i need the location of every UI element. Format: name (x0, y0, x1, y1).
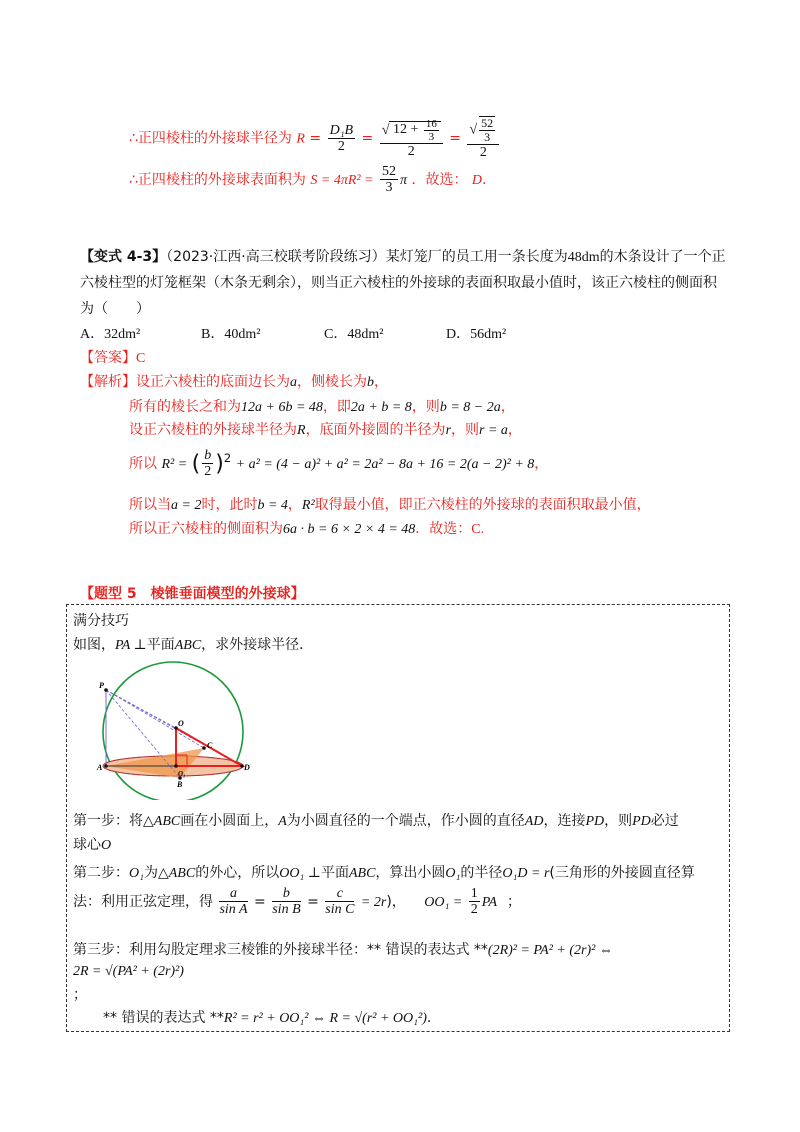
radius-frac-2: √ 12 + $\frac{16}{3}$ 2 (380, 118, 443, 160)
variant-line-2: 六棱柱型的灯笼框架（木条无剩余），则当正六棱柱的外接球的表面积取最小值时，该正六棱柱的侧面积 (80, 275, 717, 291)
analysis-line-1: 【解析】设正六棱柱的底面边长为a，侧棱长为b， (80, 374, 388, 390)
radius-frac-3: √ $\frac{52}{3}$ 2 (467, 116, 499, 161)
variant-line-3: 为（ ） (80, 301, 150, 317)
option-a: A．32dm² (80, 327, 141, 342)
skill-intro: 如图，PA ⊥平面ABC，求外接球半径． (73, 637, 314, 653)
surface-frac: $\frac{52}{3}$ (382, 164, 396, 196)
radius-formula-line: ∴正四棱柱的外接球半径为 R = $\frac{\text{D₁B}}{2}$ = √ 12 + $\frac{16}{3}$ 2 = √ $\frac{52}{3}$ 2 (129, 116, 501, 161)
step1-line-1: 第一步：将△ABC画在小圆面上，A为小圆直径的一个端点，作小圆的直径AD，连接PD，则PD必过 (73, 813, 679, 829)
radius-var: R (296, 131, 305, 147)
step2-line-1: 第二步：O₁为△ABC的外心，所以OO₁ ⊥平面ABC，算出小圆O₁的半径O₁D = r(三角形的外接圆直径算 (73, 865, 695, 881)
step3-line-2: 2R = √(PA² + (2r)²) (73, 964, 184, 979)
variant-line-1: 【变式 4-3】（2023·江西·高三校联考阶段练习）某灯笼厂的员工用一条长度为48dm的木条设计了一个正 (80, 249, 726, 265)
analysis-line-4: 所以 R² = ( $\frac{b}{2}$ )$^2$ + a² = (4 − a)² + a² = 2a² − 8a + 16 = 2(a − 2)² + 8， (129, 448, 549, 480)
variant-title: 【变式 4-3】 (80, 249, 167, 265)
label-o: O (178, 719, 184, 728)
step1-line-2: 球心O (73, 837, 112, 853)
type5-title: 【题型 5 棱锥垂面模型的外接球】 (80, 586, 305, 602)
answer-line (80, 347, 145, 367)
step2-line-2: 法：利用正弦定理，得 $\frac{a}{\text{sin A}}$ = $\frac{b}{\text{sin B}}$ = $\frac{c}{\text{sin C}}$ = 2r)， OO₁ = $\frac{1}{2}$ PA ； (73, 886, 522, 918)
label-a: A (97, 763, 103, 772)
sphere-figure (96, 660, 266, 800)
sphere-circle (103, 662, 243, 800)
analysis-tag: 【解析】 (80, 374, 136, 390)
label-o1: O₁ (178, 770, 186, 778)
label-d: D (244, 763, 250, 772)
answer-tag: 【答案】 (80, 350, 136, 366)
option-c: C．48dm² (324, 327, 384, 342)
analysis-line-2: 所有的棱长之和为12a + 6b = 48，即2a + b = 8，则b = 8 − 2a， (129, 399, 515, 415)
surface-formula-line: ∴正四棱柱的外接球表面积为 S = 4πR² = $\frac{52}{3}$ π ．故选： D. (129, 164, 487, 196)
skill-label: 满分技巧 (73, 613, 129, 629)
step3-line-3: ； (73, 987, 87, 1003)
radius-lead: ∴正四棱柱的外接球半径为 (129, 130, 292, 147)
surface-choice: D (471, 172, 483, 188)
answer-value: C (136, 351, 146, 366)
analysis-line-5: 所以当a = 2时，此时b = 4，R²取得最小值，即正六棱柱的外接球的表面积取最小值， (129, 497, 651, 513)
wood-length: 48dm (567, 250, 600, 265)
option-d: D．56dm² (446, 327, 507, 342)
surface-lead: ∴正四棱柱的外接球表面积为 (129, 171, 306, 188)
step4-line: ** 错误的表达式 **R² = r² + OO₁² ⇔ R = √(r² + OO₁²). (103, 1010, 432, 1026)
radius-frac-1: $\frac{\text{D₁B}}{2}$ (329, 122, 354, 154)
b-over-2: $\frac{b}{2}$ (204, 448, 212, 480)
analysis-line-6: 所以正六棱柱的侧面积为6a · b = 6 × 2 × 4 = 48．故选：C. (129, 521, 485, 537)
analysis-line-3: 设正六棱柱的外接球半径为R，底面外接圆的半径为r，则r = a， (129, 422, 522, 438)
label-b: B (177, 780, 183, 789)
option-b: B．40dm² (201, 327, 261, 342)
step3-line-1: 第三步：利用勾股定理求三棱锥的外接球半径：** 错误的表达式 **(2R)² = PA² + (2r)² ⇔ (73, 942, 613, 958)
surface-expr: S = 4πR² = (310, 172, 374, 188)
label-p: P (99, 681, 104, 690)
label-c: C (207, 741, 213, 750)
